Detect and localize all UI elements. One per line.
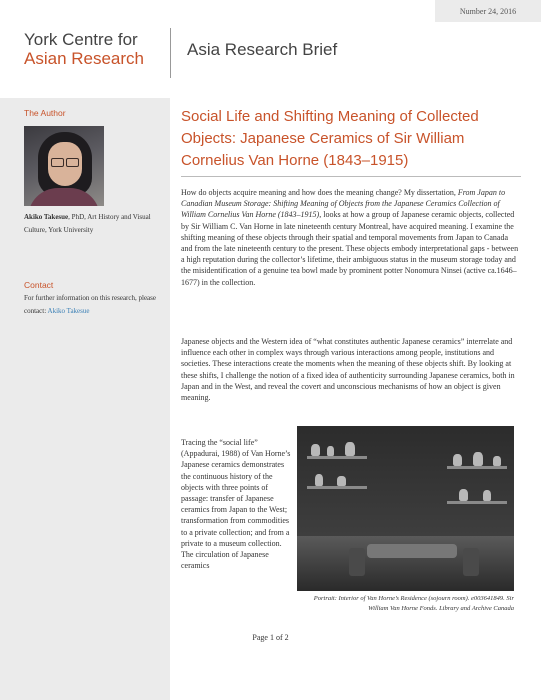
article-title: Social Life and Shifting Meaning of Collected Objects: Japanese Ceramics of Sir William Cornelius Van Horne (1843–1915): [181, 108, 479, 169]
page-header: [0, 0, 541, 98]
author-photo: [24, 126, 104, 206]
contact-heading: Contact: [24, 280, 54, 290]
contact-text: For further information on this research, please contact:: [24, 294, 156, 315]
residence-interior-photo: [297, 426, 514, 591]
dissertation-title: From Japan to Canadian Museum Storage: Shifting Meaning of Objects from the Japanese Ceramics Collection of William Cornelius Van Horne (1843–1915): [181, 188, 506, 220]
author-affiliation: , PhD, Art History and Visual Culture, York University: [24, 213, 151, 234]
paragraph-2: Japanese objects and the Western idea of “what constitutes authentic Japanese ceramics” interrelate and influence each other in complex ways through various interactions among people, institutions and societies. These interactions create the moments when the meaning of these objects shift. By looking at these shifts, I challenge the notion of a fixed idea of authenticity surrounding Japanese ceramics, both in Japan and in the West, and reveal the covert and unconscious mechanisms of how an object is given meaning.: [181, 337, 515, 403]
header-divider: [170, 28, 171, 78]
author-bio: [24, 211, 159, 237]
paragraph-3: Tracing the “social life” (Appadurai, 1988) of Van Horne’s Japanese ceramics demonstrates the continuous history of the objects with three points of passage: transfer of Japanese ceramics from Japan to the West; transformation from commodities to a private collection; and from a private to a museum collection. The circulation of Japanese ceramics: [181, 438, 291, 571]
issue-number: Number 24, 2016: [435, 0, 541, 22]
paragraph-1: How do objects acquire meaning and how does the meaning change? My dissertation, From Japan to Canadian Museum Storage: Shifting Meaning of Objects from the Japanese Ceramics Collection of William Cornelius Van Horne (1843–1915), looks at how a group of Japanese ceramic objects, collected by Sir William C. Van Horne in late nineteenth century Montreal, have acquired meaning. I examine the shifting meaning of these objects through their spatial and temporal movements from Japan to Canada and from the late nineteenth century to the present. These objects embody interpretational gaps - between a high reputation during the collector’s lifetime, their ambiguous status in the museum storage today and the misidentification of a genuine tea bowl made by prominent potter Nonomura Ninsei (active ca.1646–1677) in the collection.: [181, 188, 519, 287]
author-name: Akiko Takesue: [24, 213, 69, 221]
page-number: Page 1 of 2: [252, 633, 289, 642]
brief-title: Asia Research Brief: [187, 40, 338, 59]
author-heading: The Author: [24, 108, 66, 118]
title-divider: [181, 176, 521, 177]
contact-link[interactable]: Akiko Takesue: [47, 307, 90, 315]
photo-caption: Portrait: Interior of Van Horne’s Residence (sojourn room). e003641849. Sir William Van Horne Fonds. Library and Archive Canada: [313, 595, 514, 612]
york-centre-logo: [24, 30, 144, 68]
logo-line-2: Asian Research: [24, 49, 145, 68]
contact-info: [24, 292, 159, 318]
logo-line-1: York Centre for: [24, 30, 138, 49]
